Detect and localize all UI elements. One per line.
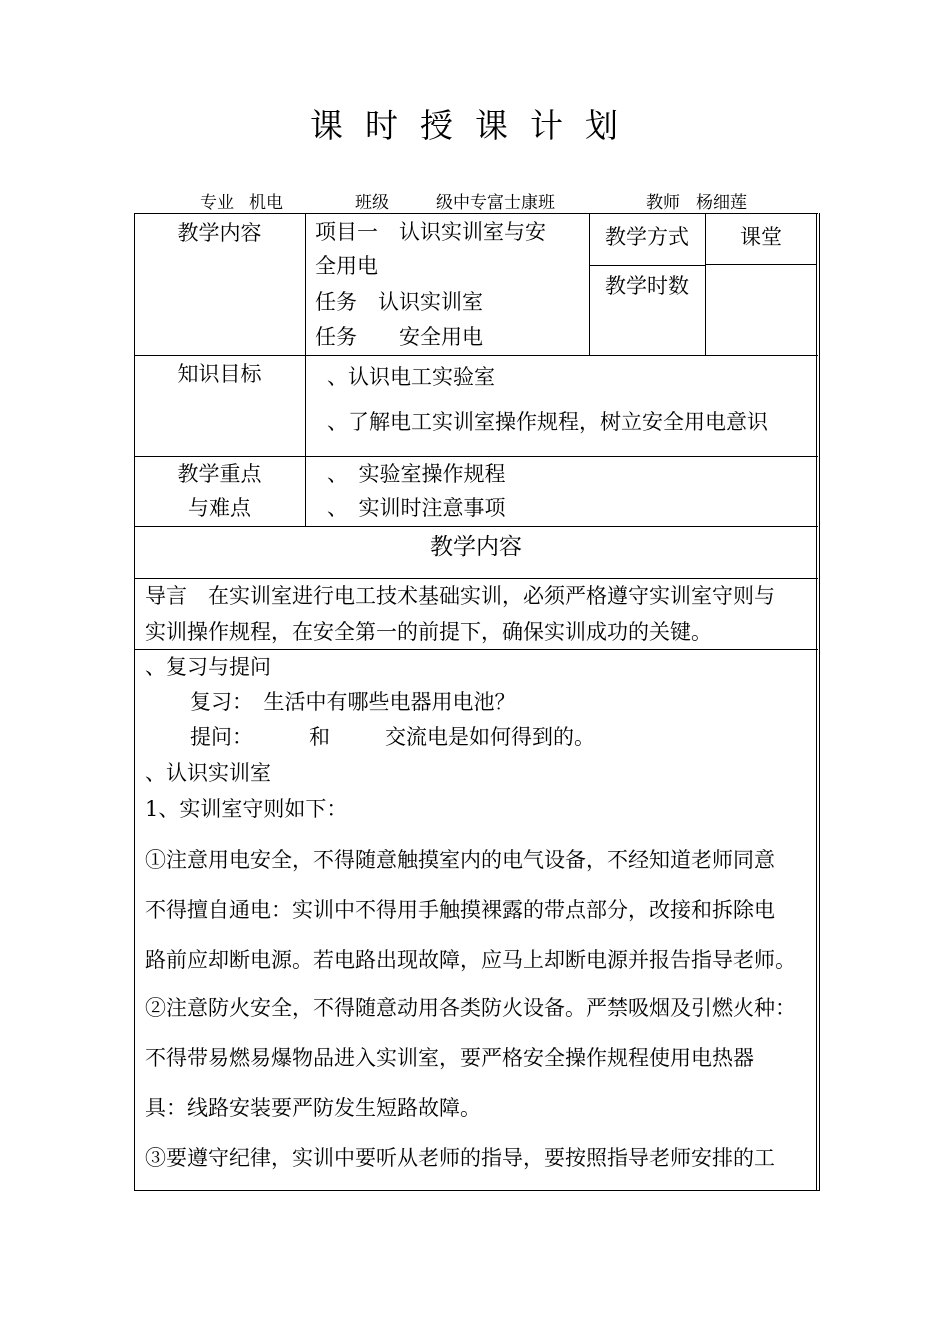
row-divider: [589, 265, 705, 266]
rules-heading: 1、实训室守则如下：: [145, 797, 348, 821]
row-divider: [134, 526, 818, 527]
intro-line: 导言 在实训室进行电工技术基础实训，必须严格遵守实训室守则与: [145, 584, 775, 608]
content-line: 项目一 认识实训室与安: [315, 220, 546, 244]
teacher-label: 教师: [646, 193, 680, 213]
key-line: 、 实训时注意事项: [327, 496, 506, 520]
rules-line: 路前应却断电源。若电路出现故障，应马上却断电源并报告指导老师。: [145, 948, 796, 972]
major-value: 机电: [249, 193, 283, 213]
rules-line: 具：线路安装要严防发生短路故障。: [145, 1096, 481, 1120]
content-line: 全用电: [315, 254, 378, 278]
column-divider: [305, 213, 306, 526]
knowledge-line: 、认识电工实验室: [327, 365, 495, 389]
rules-line: ②注意防火安全，不得随意动用各类防火设备。严禁吸烟及引燃火种：: [145, 996, 796, 1020]
content-line: 任务 认识实训室: [315, 290, 483, 314]
rules-line: 不得带易燃易爆物品进入实训室，要严格安全操作规程使用电热器: [145, 1046, 754, 1070]
teacher-value: 杨细莲: [696, 193, 747, 213]
question-prefix: 提问：: [190, 725, 253, 749]
hours-label: 教学时数: [605, 274, 689, 298]
rules-line: 不得擅自通电：实训中不得用手触摸裸露的带点部分，改接和拆除电: [145, 898, 775, 922]
table-border-bottom: [134, 1190, 820, 1191]
row-divider: [134, 578, 818, 579]
rules-line: ③要遵守纪律，实训中要听从老师的指导，要按照指导老师安排的工: [145, 1146, 775, 1170]
key-label: 与难点: [188, 496, 251, 520]
row-divider: [134, 649, 818, 650]
room-heading: 、认识实训室: [145, 761, 271, 785]
question-tail: 交流电是如何得到的。: [385, 725, 595, 749]
row-divider: [134, 456, 818, 457]
review-heading: 、复习与提问: [145, 655, 271, 679]
content-line: 任务 安全用电: [315, 325, 483, 349]
class-value: 级中专富士康班: [436, 193, 555, 213]
method-label: 教学方式: [605, 225, 689, 249]
review-line: 复习： 生活中有哪些电器用电池？: [190, 690, 516, 714]
table-border-right: [816, 213, 817, 1191]
content-label: 教学内容: [177, 221, 262, 245]
class-label: 班级: [355, 193, 389, 213]
key-line: 、 实验室操作规程: [327, 462, 506, 486]
section-title: 教学内容: [430, 534, 522, 560]
table-border-top: [134, 213, 818, 214]
key-label: 教学重点: [177, 462, 262, 486]
row-divider: [134, 355, 818, 356]
knowledge-label: 知识目标: [177, 362, 262, 386]
knowledge-line: 、了解电工实训室操作规程，树立安全用电意识: [327, 410, 768, 434]
table-border-right-double: [819, 213, 820, 1191]
intro-line: 实训操作规程，在安全第一的前提下，确保实训成功的关键。: [145, 620, 712, 644]
major-label: 专业: [200, 193, 234, 213]
method-value: 课堂: [740, 225, 782, 249]
rules-line: ①注意用电安全，不得随意触摸室内的电气设备，不经知道老师同意: [145, 848, 775, 872]
row-divider: [705, 264, 817, 265]
table-border-left: [134, 213, 135, 1191]
question-and: 和: [309, 725, 330, 749]
page-title: 课时授课计划: [310, 106, 640, 145]
